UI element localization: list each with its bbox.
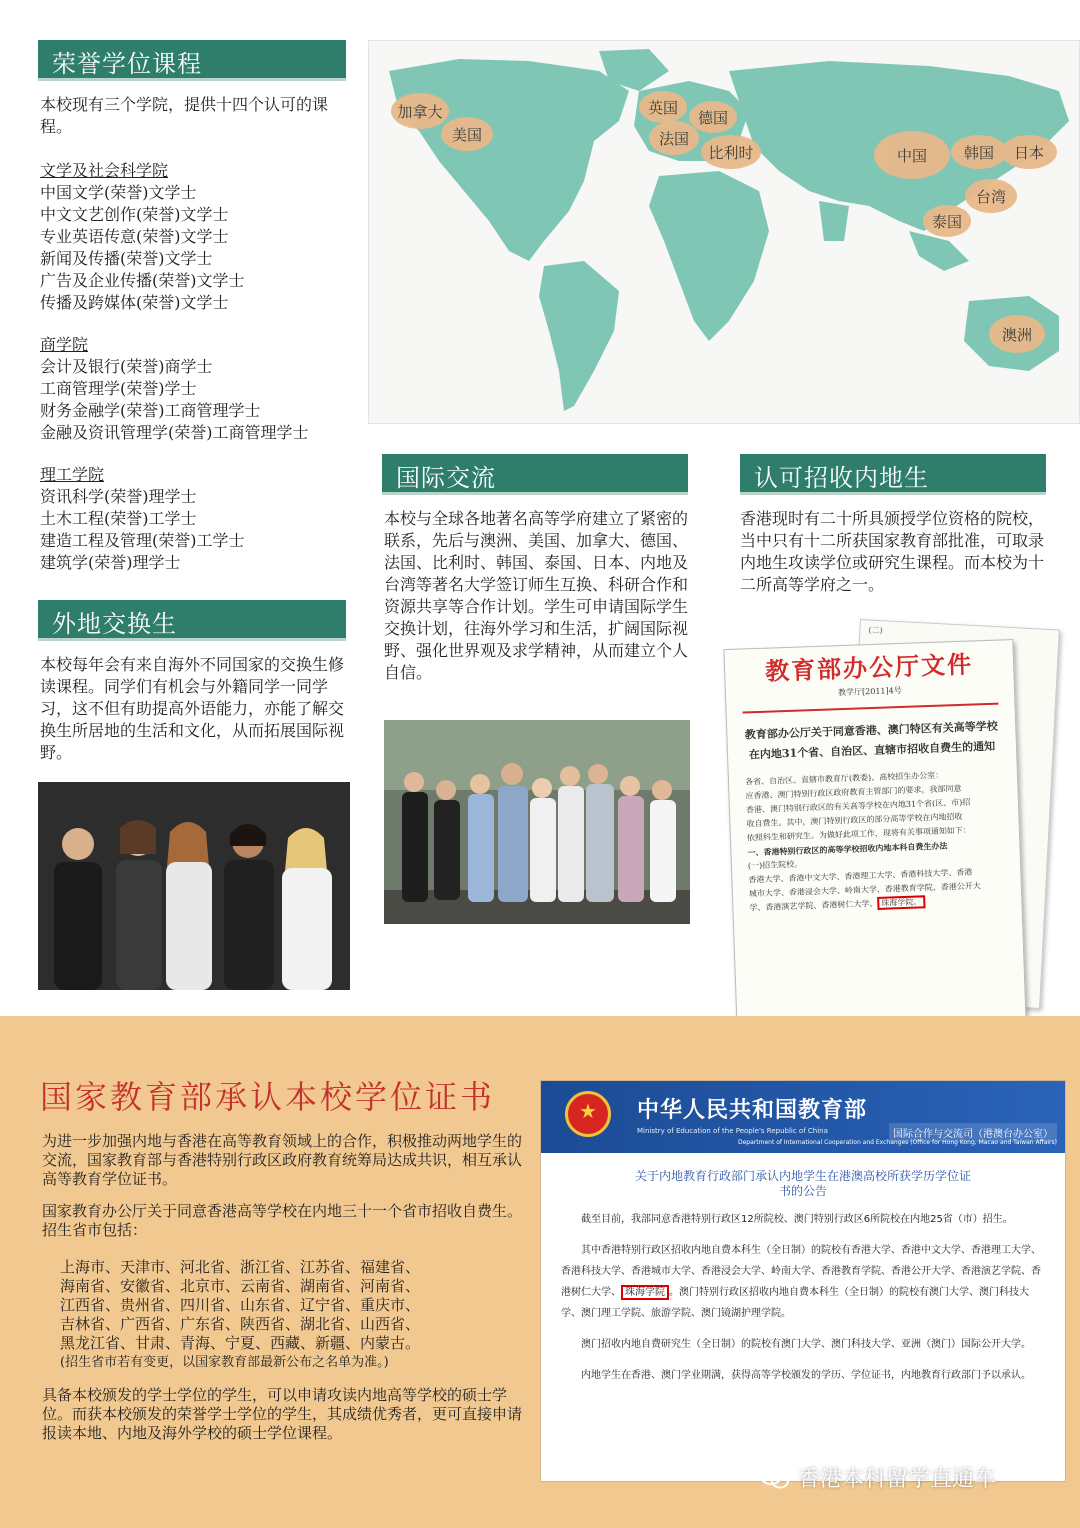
ministry-name: 中华人民共和国教育部 [637,1097,868,1123]
announcement-heading-2: 书的公告 [778,1184,827,1198]
course-item: 工商管理学(荣誉)学士 [40,379,197,398]
announcement-para-4: 内地学生在香港、澳门学业期满，获得高等学校颁发的学历、学位证书，内地教育行政部门予以承认。 [581,1370,1031,1381]
watermark-text: 香港本科留学直通车 [798,1467,997,1492]
international-group-photo [384,720,690,924]
para2-part-b: 。澳门特别行政区招收内地自费本科生（全日制）的院校有澳门大学、澳门科技大学、澳门理工学院、旅游学院、澳门镜湖护理学院。 [561,1287,1029,1319]
notice-number: 教学厅[2011]4号 [837,685,902,698]
exchange-title: 外地交换生 [38,600,346,638]
moe-notice-document [730,620,1050,1030]
recognition-title: 认可招收内地生 [740,454,1046,492]
notice-line: 一、香港特别行政区的高等学校招收内地本科自费生办法 [747,840,948,858]
country-china: 中国 [874,131,950,179]
province-line: 江西省、贵州省、四川省、山东省、辽宁省、重庆市、 [60,1296,421,1314]
exchange-students-photo [38,782,350,990]
ministry-name-en: Ministry of Education of the People's Republic of China [637,1127,828,1135]
band-paragraph-2: 国家教育办公厅关于同意香港高等学校在内地三十一个省市招收自费生。招生省市包括： [42,1202,523,1239]
course-item: 资讯科学(荣誉)理学士 [40,487,197,506]
world-map-shapes [369,41,1080,425]
notice-line: (一)招生院校。 [747,859,803,871]
wechat-icon [760,1466,790,1490]
degrees-intro: 本校现有三个学院，提供十四个认可的课程。 [40,95,329,136]
notice-divider [743,703,999,714]
country-taiwan: 台湾 [965,179,1017,213]
notice-title: 教育部办公厅文件 [764,649,974,686]
province-list [60,1258,530,1372]
country-france: 法国 [649,121,699,155]
announcement-heading-1: 关于内地教育行政部门承认内地学生在港澳高校所获学历学位证 [634,1169,971,1183]
course-item: 土木工程(荣誉)工学士 [40,509,197,528]
band-paragraph-1: 为进一步加强内地与香港在高等教育领域上的合作，积极推动两地学生的交流，国家教育部与香港特别行政区政府教育统筹局达成共识，相互承认高等教育学位证书。 [42,1132,523,1188]
country-japan: 日本 [1001,135,1057,169]
degree-list [40,148,360,574]
course-item: 财务金融学(荣誉)工商管理学士 [40,401,261,420]
wechat-watermark [760,1462,996,1493]
course-item: 专业英语传意(荣誉)文学士 [40,227,229,246]
country-belgium: 比利时 [701,135,761,169]
province-line: 黑龙江省、甘肃、青海、宁夏、西藏、新疆、内蒙古。 [60,1334,421,1352]
band-paragraph-3: 具备本校颁发的学士学位的学生，可以申请攻读内地高等学校的硕士学位。而获本校颁发的荣誉学士学位的学生，其成绩优秀者，更可直接申请报读本地、内地及海外学校的硕士学位课程。 [42,1386,523,1442]
students-illustration [38,782,350,990]
course-item: 广告及企业传播(荣誉)文学士 [40,271,245,290]
notice-line: 应香港、澳门特别行政区政府教育主管部门的要求，我部同意 [745,783,962,801]
province-line: 海南省、安徽省、北京市、云南省、湖南省、河南省、 [60,1277,421,1295]
course-item: 建造工程及管理(荣誉)工学士 [40,531,245,550]
band-title: 国家教育部承认本校学位证书 [40,1078,496,1116]
course-item: 金融及资讯管理学(荣誉)工商管理学士 [40,423,309,442]
school-arts: 文学及社会科学院 [40,161,169,180]
course-item: 传播及跨媒体(荣誉)文学士 [40,293,229,312]
notice-highlight: 珠海学院。 [877,895,925,910]
notice-line: 香港大学、香港中文大学、香港理工大学、香港科技大学、香港 [748,867,973,885]
notice-back-label: (二) [868,625,883,636]
school-science: 理工学院 [40,465,105,484]
announcement-para-2 [541,1240,1065,1324]
province-line: 上海市、天津市、河北省、浙江省、江苏省、福建省、 [60,1258,421,1276]
international-text: 本校与全球各地著名高等学府建立了紧密的联系，先后与澳洲、美国、加拿大、德国、法国、比利时、韩国、泰国、日本、内地及台湾等著名大学签订师生互换、科研合作和资源共享等合作计划。学生可申请国际学生交换计划，往海外学习和生活，扩阔国际视野、强化世界观及求学精神，从而建立个人自信。 [384,509,689,682]
notice-line: 收自费生。其中，澳门特别行政区的部分高等学校在内地招收 [746,811,963,829]
course-item: 新闻及传播(荣誉)文学士 [40,249,213,268]
country-canada: 加拿大 [391,93,449,129]
announcement-para-3: 澳门招收内地自费研究生（全日制）的院校有澳门大学、澳门科技大学、亚洲（澳门）国际公开大学。 [581,1339,1031,1350]
ministry-banner [541,1081,1065,1153]
announcement-para-1: 截至目前，我部同意香港特别行政区12所院校、澳门特别行政区6所院校在内地25省（市）招生。 [581,1214,1013,1225]
recognition-text: 香港现时有二十所具颁授学位资格的院校，当中只有十二所获国家教育部批准，可取录内地生攻读学位或研究生课程。而本校为十二所高等学府之一。 [740,509,1045,594]
international-title: 国际交流 [382,454,688,492]
country-australia: 澳洲 [989,315,1045,353]
degrees-title: 荣誉学位课程 [38,40,346,78]
notice-line: 各省、自治区、直辖市教育厅(教委)、高校招生办公室： [744,770,944,787]
notice-heading: 教育部办公厅关于同意香港、澳门特区有关高等学校在内地31个省、自治区、直辖市招收自费生的通知 [744,719,998,762]
notice-line: 城市大学、香港浸会大学、岭南大学、香港教育学院、香港公开大 [748,881,981,899]
country-uk: 英国 [639,91,687,123]
national-emblem-icon [565,1091,611,1137]
course-item: 中国文学(荣誉)文学士 [40,183,197,202]
world-map [368,40,1080,424]
country-korea: 韩国 [951,135,1007,169]
notice-line: 香港、澳门特别行政区的有关高等学校在内地31个省(区、市)招 [745,797,971,815]
course-item: 中文文艺创作(荣誉)文学士 [40,205,229,224]
notice-line: 依照科生和研究生。为做好此项工作，现将有关事项通知如下： [746,825,971,843]
course-item: 会计及银行(荣誉)商学士 [40,357,213,376]
para2-highlight: 珠海学院 [621,1285,669,1300]
province-line: 吉林省、广西省、广东省、陕西省、湖北省、山西省、 [60,1315,421,1333]
course-item: 建筑学(荣誉)理学士 [40,553,181,572]
province-note: (招生省市若有变更，以国家教育部最新公布之名单为准。) [60,1355,389,1370]
para2-part-a: 其中香港特别行政区招收内地自费本科生（全日制）的院校有香港大学、香港中文大学、香港理工大学、香港科技大学、香港城市大学、香港浸会大学、岭南大学、香港教育学院、香港公开大学、香港演艺学院、香港树仁大学、 [561,1245,1041,1298]
country-usa: 美国 [441,117,493,151]
notice-front-page [723,639,1026,1034]
group-illustration [384,720,690,924]
country-germany: 德国 [689,101,737,133]
notice-last-line: 学、香港演艺学院、香港树仁大学、 [749,898,878,913]
country-thailand: 泰国 [923,205,971,237]
department-name: 国际合作与交流司（港澳台办公室） [889,1123,1057,1142]
moe-announcement-screenshot [540,1080,1066,1482]
department-name-en: Department of International Cooperation and Exchanges (Office for Hong Kong, Macao and Taiwan Affairs) [737,1139,1057,1146]
exchange-text: 本校每年会有来自海外不同国家的交换生修读课程。同学们有机会与外籍同学一同学习，这不但有助提高外语能力，亦能了解交换生所居地的生活和文化，从而拓展国际视野。 [40,655,345,762]
school-business: 商学院 [40,335,89,354]
